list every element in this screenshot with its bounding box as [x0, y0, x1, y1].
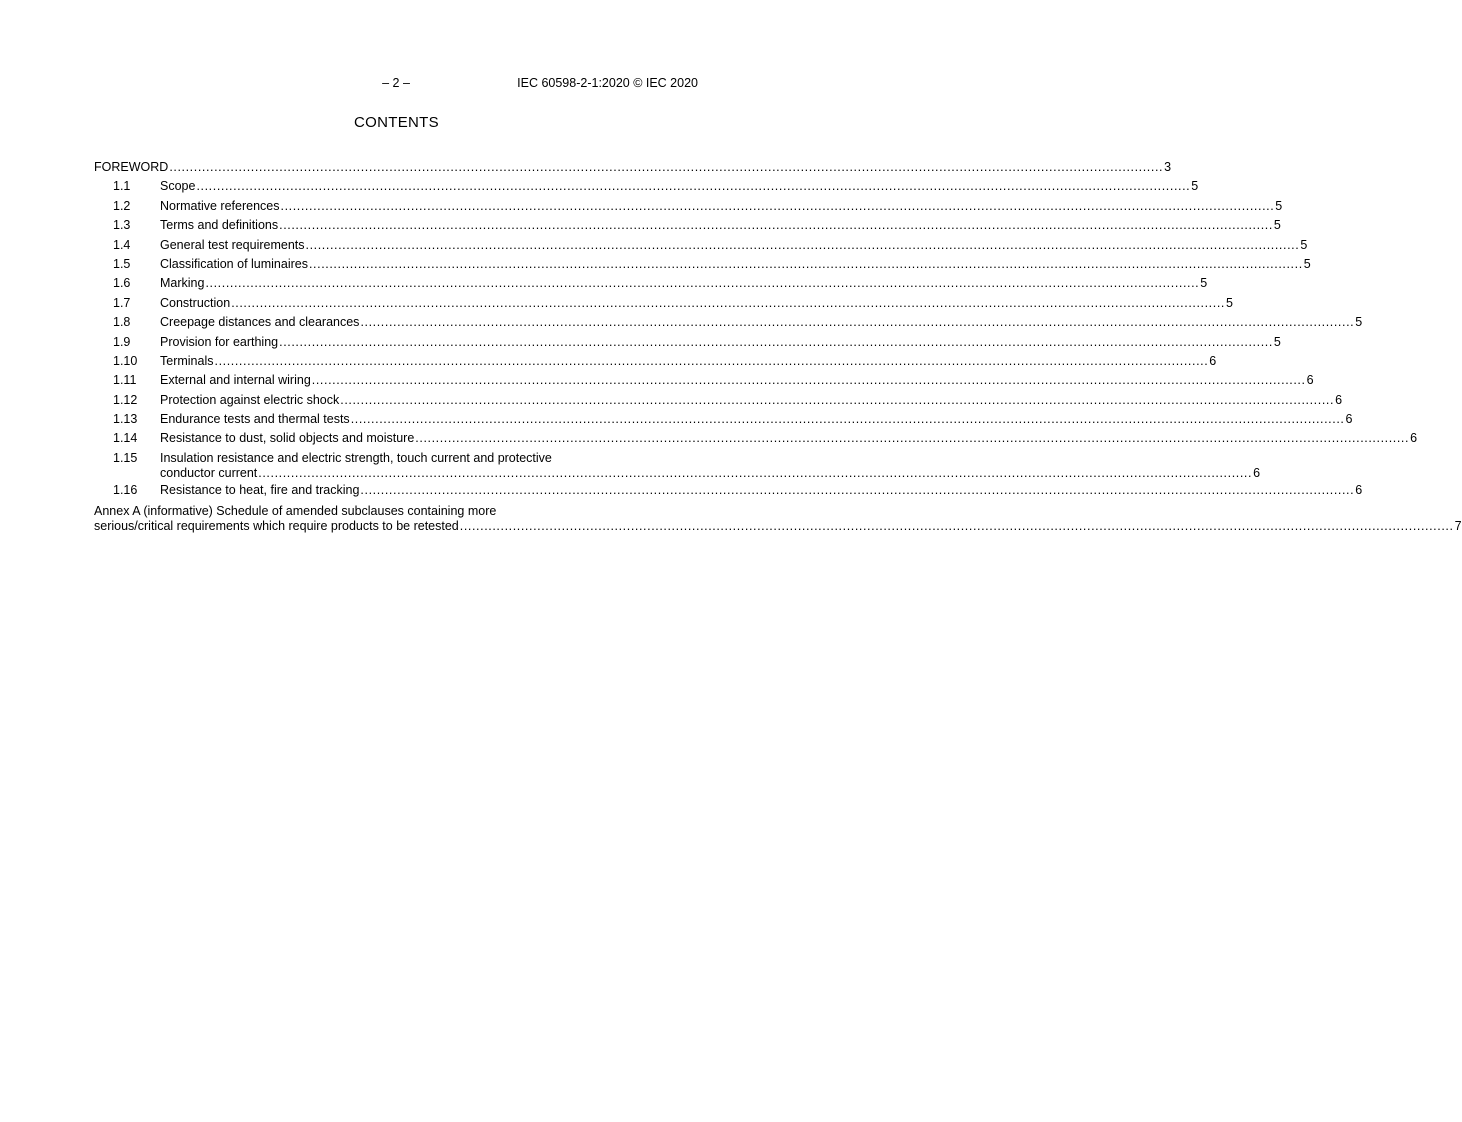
dot-leader — [231, 294, 1225, 313]
toc-entry-title: Terminals — [160, 353, 214, 368]
toc-entry-1-12[interactable] — [94, 391, 1343, 410]
document-id: IEC 60598-2-1:2020 © IEC 2020 — [517, 76, 698, 90]
toc-entry-title: Provision for earthing — [160, 334, 279, 349]
toc-entry-page: 5 — [1200, 276, 1208, 291]
toc-entry-page: 5 — [1275, 198, 1283, 213]
dot-leader — [205, 274, 1199, 293]
toc-entry-number: 1.3 — [113, 218, 131, 233]
toc-entry-number: 1.12 — [113, 392, 138, 407]
toc-entry-title: Scope — [160, 179, 196, 194]
toc-entry-page: 5 — [1225, 295, 1233, 310]
toc-entry-page: 6 — [1306, 373, 1314, 388]
dot-leader — [258, 465, 1252, 482]
toc-entry-title: Marking — [160, 276, 205, 291]
toc-entry-title: Normative references — [160, 198, 280, 213]
contents-title: CONTENTS — [354, 114, 439, 131]
toc-entry-title-continued: serious/critical requirements which require products to be retested — [94, 518, 459, 533]
toc-entry-title: Creepage distances and clearances — [160, 315, 360, 330]
toc-entry-page: 5 — [1303, 256, 1311, 271]
toc-entry-number: 1.14 — [113, 431, 138, 446]
dot-leader — [351, 410, 1345, 429]
toc-entry-number: 1.15 — [113, 450, 138, 465]
toc-entry-page: 7 — [1454, 518, 1462, 533]
dot-leader — [340, 391, 1334, 410]
toc-entry-1-16[interactable] — [94, 481, 1363, 500]
toc-entry-page: 6 — [1345, 412, 1353, 427]
dot-leader — [281, 197, 1275, 216]
toc-entry-page: 6 — [1335, 392, 1343, 407]
toc-entry-title: Construction — [160, 295, 231, 310]
toc-entry-1-7[interactable] — [94, 294, 1233, 313]
toc-entry-title: General test requirements — [160, 237, 305, 252]
toc-entry-title-continued: conductor current — [160, 465, 258, 480]
toc-entry-title: FOREWORD — [94, 160, 169, 174]
dot-leader — [360, 313, 1354, 332]
toc-entry-number: 1.1 — [113, 179, 131, 194]
dot-leader — [415, 429, 1409, 448]
dot-leader — [306, 236, 1300, 255]
toc-entry-foreword[interactable] — [94, 158, 1172, 177]
toc-entry-page: 5 — [1300, 237, 1308, 252]
toc-entry-1-1[interactable] — [94, 177, 1199, 196]
toc-entry-page: 5 — [1273, 218, 1281, 233]
toc-entry-number: 1.2 — [113, 198, 131, 213]
toc-entry-1-4[interactable] — [94, 236, 1308, 255]
dot-leader — [169, 158, 1163, 177]
toc-entry-page: 6 — [1355, 483, 1363, 498]
page-number: – 2 – — [382, 76, 410, 90]
toc-entry-page: 5 — [1191, 179, 1199, 194]
dot-leader — [279, 333, 1273, 352]
toc-entry-title: Resistance to dust, solid objects and moisture — [160, 431, 415, 446]
toc-entry-1-9[interactable] — [94, 333, 1281, 352]
dot-leader — [360, 481, 1354, 500]
toc-entry-number: 1.6 — [113, 276, 131, 291]
toc-entry-number: 1.4 — [113, 237, 131, 252]
toc-entry-title: Endurance tests and thermal tests — [160, 412, 350, 427]
toc-entry-number: 1.11 — [113, 373, 137, 388]
toc-entry-page: 6 — [1209, 353, 1217, 368]
toc-entry-page: 5 — [1273, 334, 1281, 349]
toc-entry-number: 1.9 — [113, 334, 131, 349]
toc-entry-1-15[interactable] — [94, 449, 1261, 482]
dot-leader — [215, 352, 1209, 371]
toc-entry-title: Protection against electric shock — [160, 392, 340, 407]
dot-leader — [279, 216, 1273, 235]
toc-entry-title: Annex A (informative) Schedule of amended subclauses containing more — [94, 503, 497, 518]
toc-entry-page: 6 — [1253, 465, 1261, 480]
toc-entry-1-13[interactable] — [94, 410, 1353, 429]
dot-leader — [312, 371, 1306, 390]
toc-entry-annex-a[interactable] — [94, 501, 1462, 534]
toc-entry-number: 1.7 — [113, 295, 131, 310]
toc-entry-1-2[interactable] — [94, 197, 1283, 216]
table-of-contents — [94, 158, 1462, 534]
toc-entry-title: Insulation resistance and electric strength, touch current and protective — [160, 450, 552, 465]
toc-entry-title: Resistance to heat, fire and tracking — [160, 483, 360, 498]
toc-entry-1-10[interactable] — [94, 352, 1217, 371]
toc-entry-page: 3 — [1164, 160, 1172, 174]
toc-entry-title: Classification of luminaires — [160, 256, 308, 271]
toc-entry-number: 1.10 — [113, 353, 138, 368]
toc-entry-1-11[interactable] — [94, 371, 1314, 390]
dot-leader — [309, 255, 1303, 274]
toc-entry-1-8[interactable] — [94, 313, 1363, 332]
toc-entry-number: 1.16 — [113, 483, 138, 498]
toc-entry-number: 1.8 — [113, 315, 131, 330]
toc-entry-1-6[interactable] — [94, 274, 1208, 293]
toc-entry-page: 5 — [1355, 315, 1363, 330]
toc-entry-1-3[interactable] — [94, 216, 1281, 235]
dot-leader — [460, 518, 1454, 534]
toc-entry-page: 6 — [1410, 431, 1418, 446]
toc-entry-number: 1.5 — [113, 256, 131, 271]
toc-entry-1-14[interactable] — [94, 429, 1418, 448]
dot-leader — [196, 177, 1190, 196]
toc-entry-number: 1.13 — [113, 412, 138, 427]
toc-entry-title: Terms and definitions — [160, 218, 279, 233]
toc-entry-1-5[interactable] — [94, 255, 1311, 274]
toc-entry-title: External and internal wiring — [160, 373, 311, 388]
